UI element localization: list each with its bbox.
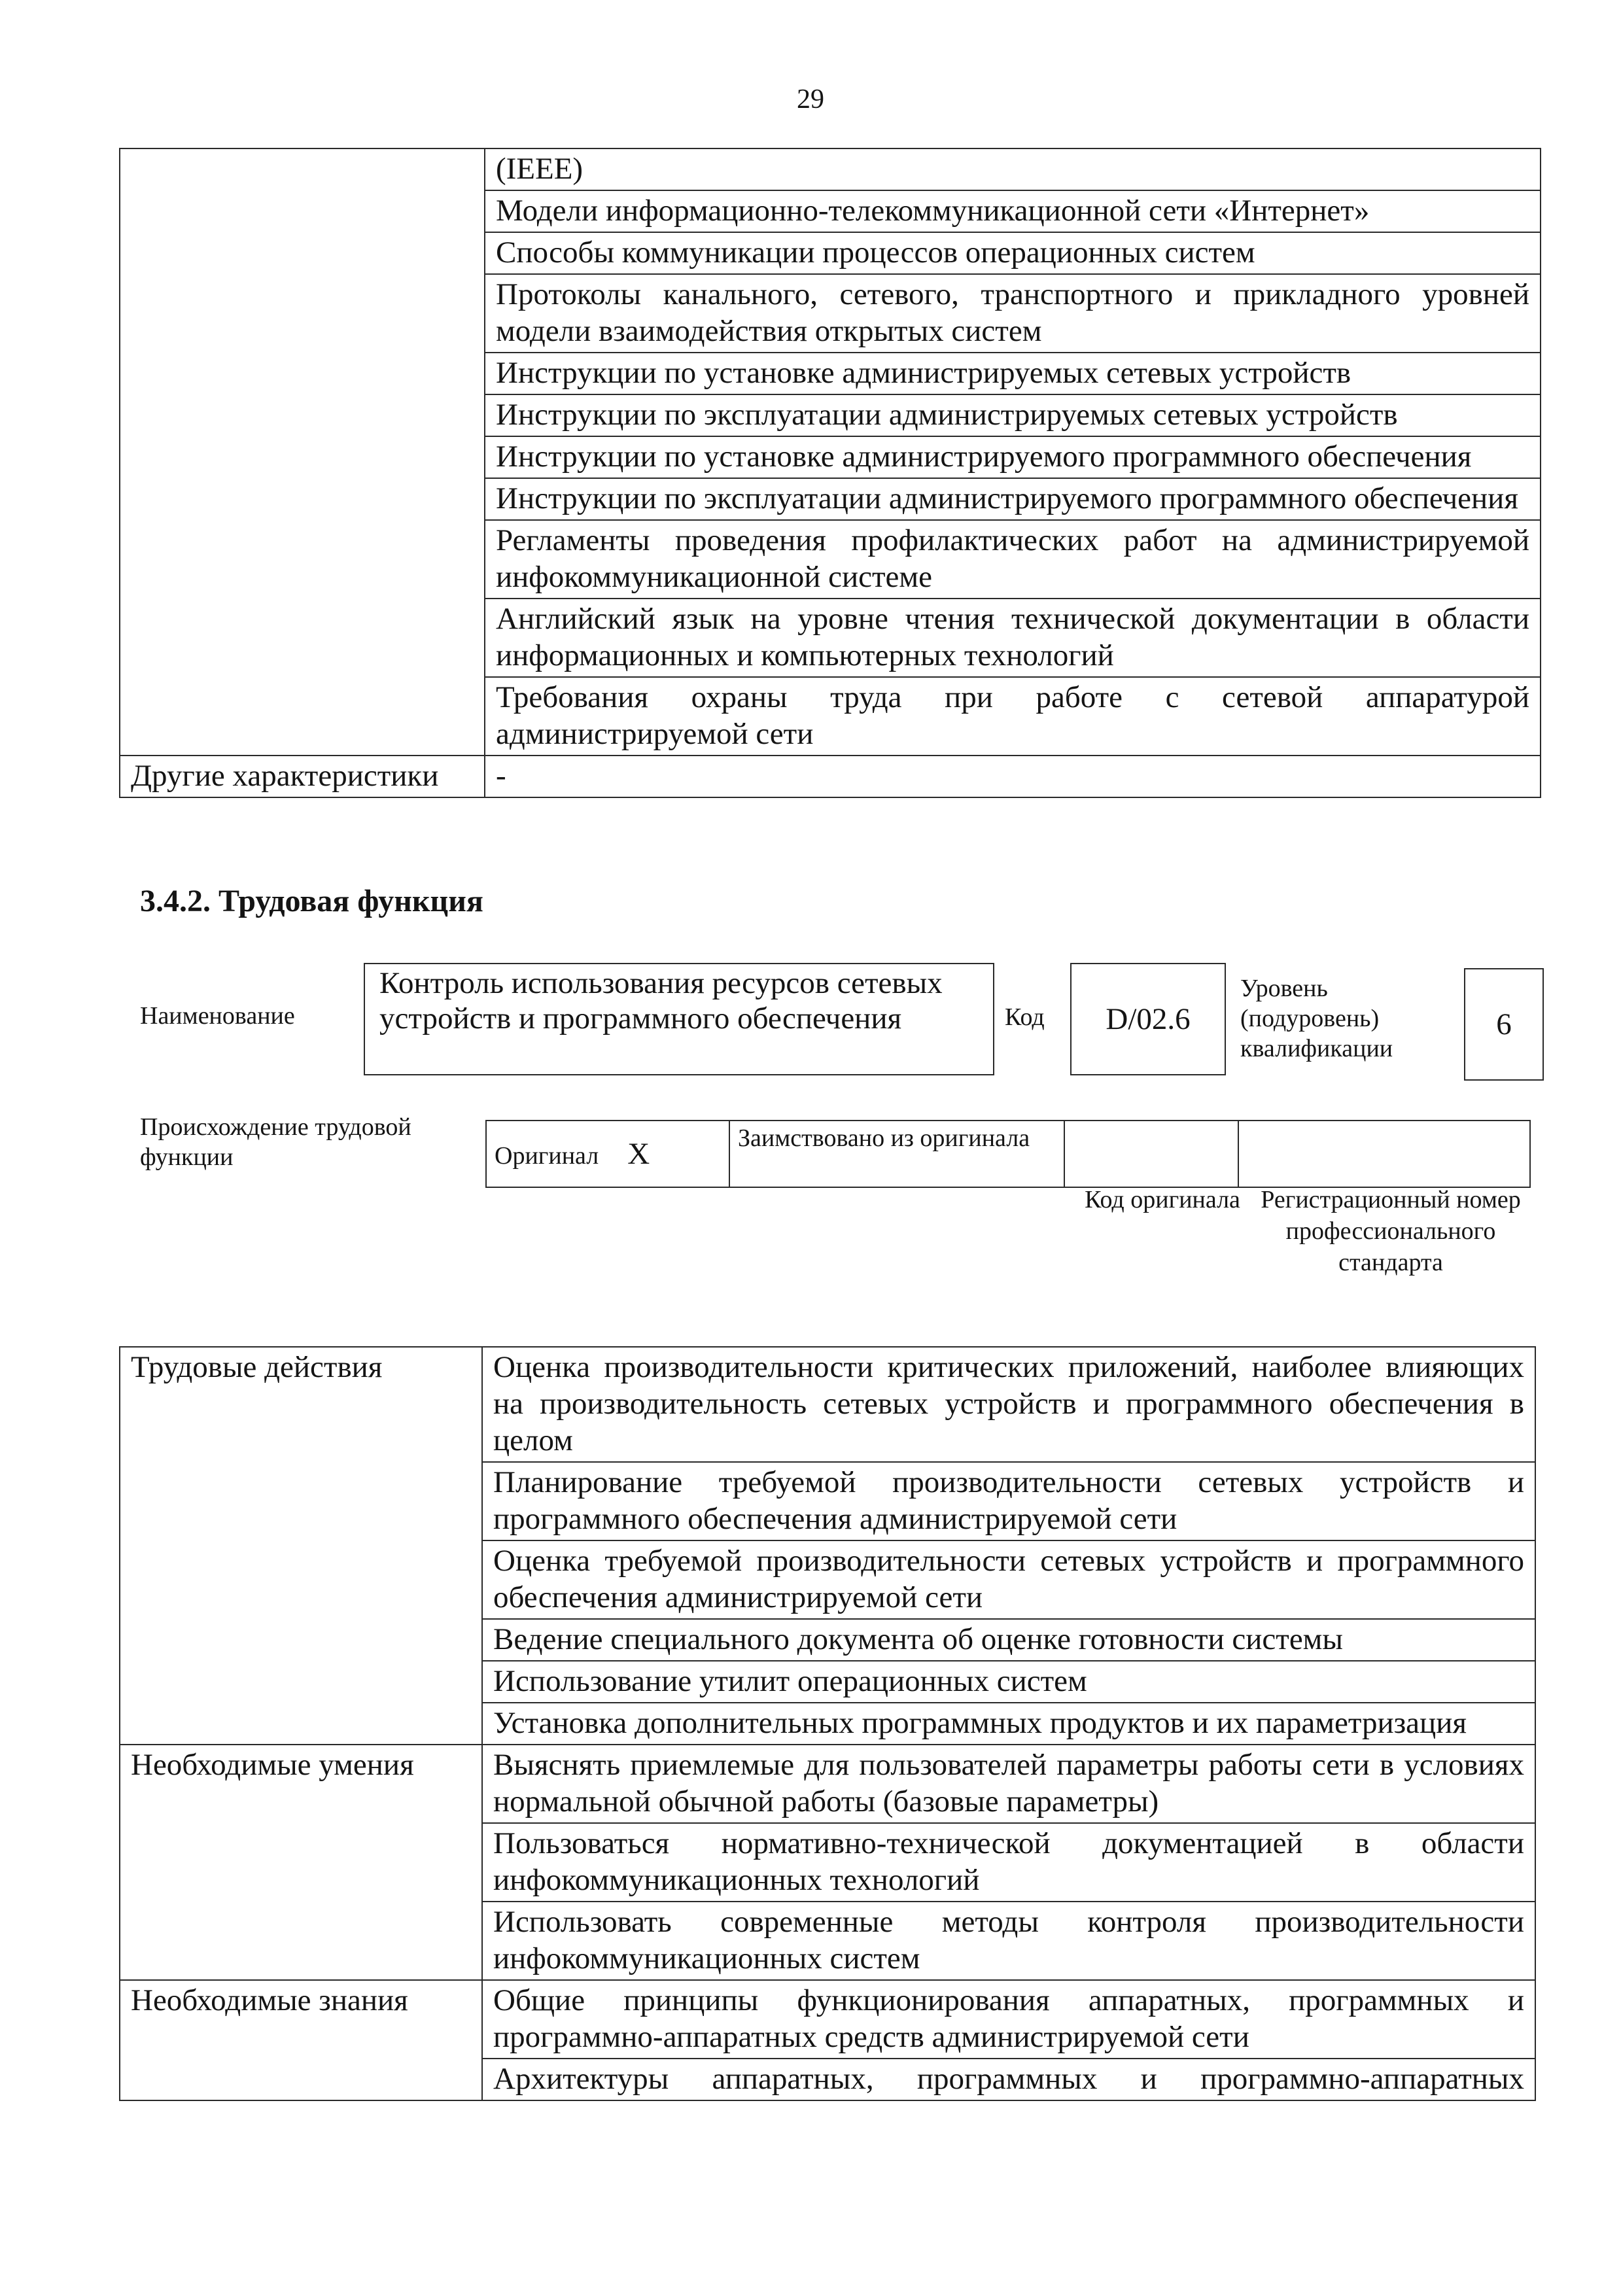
- action-item: Планирование требуемой производительности сетевых устройств и программного обеспечения администрируемой сети: [482, 1462, 1535, 1540]
- action-item: Использование утилит операционных систем: [482, 1661, 1535, 1703]
- other-characteristics-value: -: [485, 756, 1541, 797]
- action-item: Оценка требуемой производительности сетевых устройств и программного обеспечения администрируемой сети: [482, 1540, 1535, 1619]
- knowledge-item: (IEEE): [485, 148, 1541, 190]
- level-value: 6: [1496, 1007, 1512, 1041]
- knowledge-item: Инструкции по эксплуатации администрируемого программного обеспечения: [485, 478, 1541, 520]
- origin-label: Происхождение трудовой функции: [140, 1113, 411, 1171]
- code-label: Код: [1005, 1003, 1045, 1031]
- code-original-cell: [1064, 1121, 1238, 1187]
- knowledge-item: Английский язык на уровне чтения технической документации в области информационных и компьютерных технологий: [485, 599, 1541, 677]
- other-characteristics-label: Другие характеристики: [120, 756, 485, 797]
- original-label: Оригинал: [495, 1142, 599, 1170]
- skill-item: Пользоваться нормативно-технической документацией в области инфокоммуникационных технологий: [482, 1823, 1535, 1902]
- knowledge-item: Инструкции по установке администрируемого программного обеспечения: [485, 436, 1541, 478]
- code-original-label: Код оригинала: [1085, 1186, 1240, 1213]
- function-name: Контроль использования ресурсов сетевых устройств и программного обеспечения: [379, 966, 943, 1035]
- level-box: [1464, 968, 1544, 1081]
- labor-function-table: [119, 1346, 1536, 2101]
- reg-number-cell: [1238, 1121, 1530, 1187]
- table-row: [486, 1121, 1530, 1187]
- skills-label: Необходимые умения: [120, 1745, 482, 1980]
- action-item: Установка дополнительных программных продуктов и их параметризация: [482, 1703, 1535, 1745]
- function-name-box: [364, 963, 994, 1075]
- skill-item: Использовать современные методы контроля производительности инфокоммуникационных систем: [482, 1902, 1535, 1980]
- code-box: [1070, 963, 1226, 1075]
- knowledge-item: Протоколы канального, сетевого, транспортного и прикладного уровней модели взаимодействия открытых систем: [485, 274, 1541, 353]
- knowledge-item: Инструкции по установке администрируемых сетевых устройств: [485, 353, 1541, 394]
- page-number: 29: [797, 84, 824, 114]
- code-value: D/02.6: [1106, 1002, 1191, 1036]
- knowledge-item: Модели информационно-телекоммуникационной сети «Интернет»: [485, 190, 1541, 232]
- action-item: Оценка производительности критических приложений, наиболее влияющих на производительность сетевых устройств и программного обеспечения в целом: [482, 1347, 1535, 1462]
- knowledge-item: Инструкции по эксплуатации администрируемых сетевых устройств: [485, 394, 1541, 436]
- original-mark: X: [627, 1137, 650, 1171]
- table-row: [120, 148, 1541, 190]
- original-cell: [486, 1121, 729, 1187]
- knowledge-table-continued: [119, 148, 1541, 798]
- origin-table: [485, 1120, 1531, 1188]
- actions-label: Трудовые действия: [120, 1347, 482, 1745]
- table-row: [120, 756, 1541, 797]
- knowledge-label: Необходимые знания: [120, 1980, 482, 2100]
- table-row: [120, 1980, 1535, 2059]
- name-label: Наименование: [140, 1002, 295, 1030]
- section-title: 3.4.2. Трудовая функция: [140, 884, 483, 918]
- empty-label-cell: [120, 148, 485, 756]
- table-row: [120, 1745, 1535, 1823]
- knowledge-item: Способы коммуникации процессов операционных систем: [485, 232, 1541, 274]
- action-item: Ведение специального документа об оценке готовности системы: [482, 1619, 1535, 1661]
- knowledge-item: Архитектуры аппаратных, программных и программно-аппаратных: [482, 2059, 1535, 2100]
- knowledge-item: Требования охраны труда при работе с сетевой аппаратурой администрируемой сети: [485, 677, 1541, 756]
- skill-item: Выяснять приемлемые для пользователей параметры работы сети в условиях нормальной обычной работы (базовые параметры): [482, 1745, 1535, 1823]
- table-row: [120, 1347, 1535, 1462]
- level-label: Уровень (подуровень) квалификации: [1240, 975, 1393, 1062]
- knowledge-item: Общие принципы функционирования аппаратных, программных и программно-аппаратных средств администрируемой сети: [482, 1980, 1535, 2059]
- borrowed-label: Заимствовано из оригинала: [729, 1121, 1064, 1187]
- knowledge-item: Регламенты проведения профилактических работ на администрируемой инфокоммуникационной системе: [485, 520, 1541, 599]
- reg-number-label: Регистрационный номер профессионального стандарта: [1261, 1186, 1521, 1276]
